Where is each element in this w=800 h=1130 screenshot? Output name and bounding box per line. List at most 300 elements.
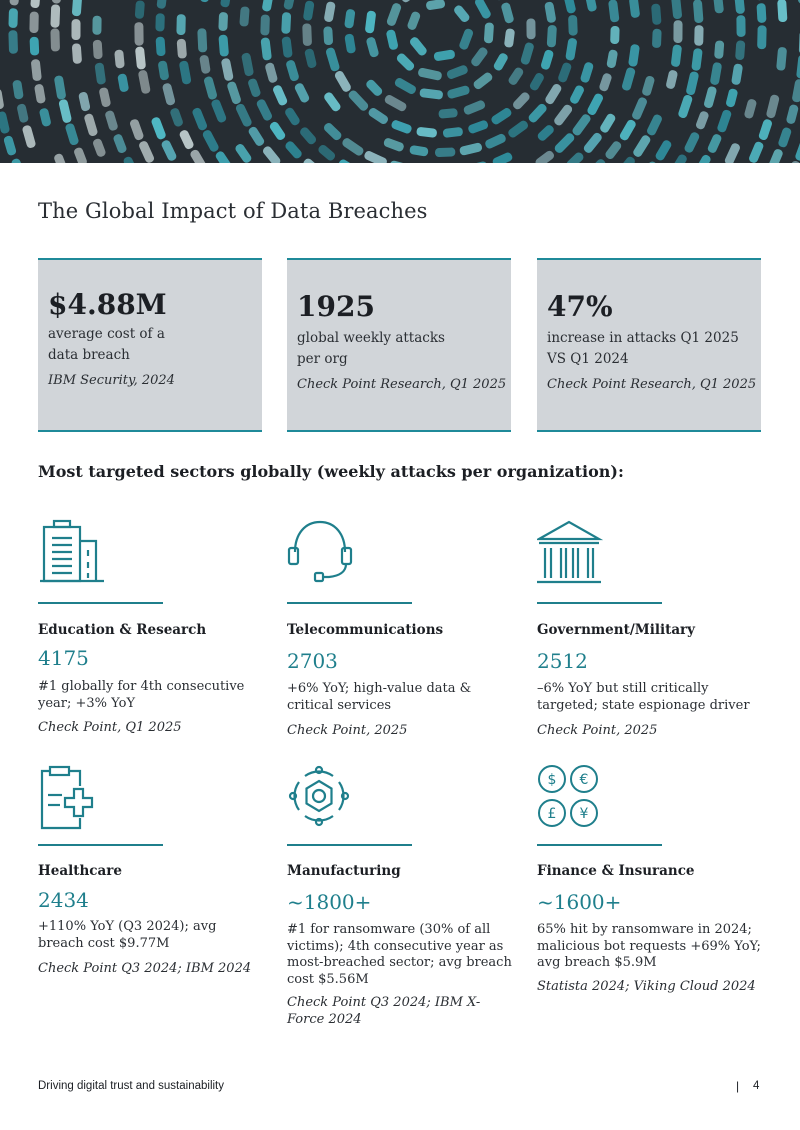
banner-dash <box>716 109 732 134</box>
banner-dash <box>247 78 261 99</box>
banner-dash <box>677 94 693 119</box>
banner-dash <box>446 64 469 80</box>
banner-dash <box>317 143 337 162</box>
sector-note: 65% hit by ransomware in 2024; malicious bot requests +69% YoY; avg breach $5.9M <box>537 922 761 970</box>
banner-dash <box>293 82 310 104</box>
banner-dash <box>735 40 745 60</box>
banner-dash <box>0 157 3 163</box>
banner-dash <box>8 8 18 28</box>
sector-value: 2512 <box>537 649 588 673</box>
banner-dash <box>31 59 42 81</box>
banner-dash <box>155 37 165 57</box>
banner-dash <box>162 82 176 106</box>
banner-dash <box>467 119 489 134</box>
banner-dash <box>16 103 29 123</box>
stat-source: IBM Security, 2024 <box>48 373 175 388</box>
page-number: 4 <box>753 1080 760 1092</box>
sector-name: Telecommunications <box>287 622 444 638</box>
banner-dash <box>383 137 405 153</box>
banner-dash <box>485 0 505 2</box>
banner-dash <box>459 142 483 156</box>
banner-dash <box>766 94 780 119</box>
pound-symbol: £ <box>547 806 557 822</box>
sector-source: Check Point Q3 2024; IBM 2024 <box>38 961 252 976</box>
banner-dash <box>117 73 129 92</box>
banner-dash <box>703 86 717 109</box>
banner-dash <box>794 137 800 162</box>
banner-dash <box>365 10 377 33</box>
banner-dash <box>11 158 26 163</box>
banner-dash <box>138 69 151 94</box>
banner-dash <box>303 0 315 21</box>
sector-note: #1 for ransomware (30% of all victims); 4th consecutive year as most-breached sector; avg breach cost $5.56M <box>287 922 512 987</box>
banner-dash <box>628 44 640 67</box>
banner-dash <box>582 131 603 154</box>
banner-dash <box>695 110 710 130</box>
banner-dash <box>281 36 292 58</box>
banner-dash <box>571 113 592 137</box>
banner-dash <box>323 91 342 113</box>
banner-dash <box>758 118 773 141</box>
banner-dash <box>179 60 192 85</box>
banner-dash <box>114 49 125 68</box>
banner-dash <box>484 22 494 43</box>
banner-dash <box>748 141 765 163</box>
banner-dash <box>3 135 17 156</box>
banner-dash <box>386 29 399 51</box>
banner-dash <box>389 160 412 163</box>
banner-dash <box>241 52 254 76</box>
banner-dash <box>673 20 682 43</box>
banner-dash <box>135 0 145 19</box>
banner-dash <box>714 40 724 59</box>
sector-divider <box>537 602 662 604</box>
sectors-heading: Most targeted sectors globally (weekly attacks per organization): <box>38 462 624 481</box>
banner-dash <box>409 145 429 157</box>
banner-dash <box>500 2 514 24</box>
banner-dash <box>255 98 273 122</box>
banner-dash <box>632 134 652 159</box>
sector-note: #1 globally for 4th consecutive year; +3% YoY <box>38 679 245 711</box>
banner-dash <box>53 153 68 163</box>
banner-dash <box>651 3 662 25</box>
banner-dash <box>72 43 82 64</box>
banner-dash <box>264 62 278 84</box>
banner-dash <box>691 48 703 71</box>
banner-dash <box>347 89 370 113</box>
banner-dash <box>8 30 18 54</box>
banner-dash <box>50 4 60 28</box>
banner-dash <box>344 33 356 54</box>
banner-dash <box>218 34 229 56</box>
banner-dash <box>713 0 725 14</box>
banner-dash <box>135 46 146 69</box>
banner-dash <box>491 151 513 163</box>
banner-dash <box>173 162 190 163</box>
banner-dash <box>177 39 188 59</box>
banner-dash <box>268 120 286 141</box>
banner-dash <box>426 0 446 11</box>
banner-dash <box>22 124 37 148</box>
headset-icon <box>287 518 357 588</box>
banner-dash <box>452 4 471 24</box>
banner-dash <box>534 149 556 163</box>
banner-dash <box>64 122 79 146</box>
banner-dash <box>544 1 556 23</box>
banner-dash <box>557 61 572 83</box>
banner-dash <box>526 18 535 39</box>
banner-dash <box>725 88 738 108</box>
banner-dash <box>683 131 700 154</box>
banner-dash <box>786 104 800 125</box>
banner-dash <box>568 15 578 36</box>
banner-dash <box>218 12 228 31</box>
stat-value: 1925 <box>297 290 375 323</box>
banner-dash <box>134 22 143 46</box>
sector-source: Check Point, Q1 2025 <box>38 720 182 735</box>
banner-dash <box>736 162 754 163</box>
sector-name: Government/Military <box>537 622 696 638</box>
banner-dash <box>260 14 270 35</box>
banner-dash <box>395 52 416 72</box>
banner-dash <box>71 19 80 40</box>
banner-dash <box>83 113 98 137</box>
banner-dash <box>671 44 683 67</box>
banner-dash <box>606 49 618 69</box>
banner-dash <box>92 138 107 158</box>
banner-dash <box>150 116 166 140</box>
banner-dash <box>176 14 185 35</box>
banner-dash <box>458 28 474 51</box>
banner-dash <box>641 75 655 97</box>
banner-dash <box>284 140 304 160</box>
banner-dash <box>260 37 272 61</box>
yen-symbol: ¥ <box>579 806 589 822</box>
banner-dash <box>504 28 515 48</box>
banner-dash <box>652 29 662 48</box>
banner-dash <box>169 107 184 128</box>
stat-source: Check Point Research, Q1 2025 <box>547 377 757 392</box>
banner-dash <box>322 121 343 141</box>
banner-dash <box>646 113 664 136</box>
banner-dash <box>565 38 577 61</box>
banner-dash <box>492 52 509 72</box>
banner-dash <box>197 28 207 52</box>
banner-dash <box>617 155 637 163</box>
banner-dash <box>158 60 170 80</box>
banner-dash <box>210 98 227 123</box>
banner-dash <box>0 88 4 110</box>
banner-dash <box>562 0 576 14</box>
banner-dash <box>777 126 792 148</box>
banner-dash <box>467 161 488 163</box>
banner-dash <box>234 142 253 163</box>
sector-divider <box>287 602 412 604</box>
sector-value: 4175 <box>38 646 89 670</box>
banner-dash <box>199 55 211 75</box>
banner-dash <box>262 0 275 12</box>
banner-dash <box>553 103 574 127</box>
banner-dash <box>344 9 355 29</box>
banner-dash <box>520 42 535 66</box>
banner-dash <box>724 142 742 163</box>
header-banner-image <box>0 0 800 163</box>
banner-dash <box>610 26 620 44</box>
banner-dash <box>757 25 767 49</box>
sector-name: Manufacturing <box>287 863 401 879</box>
banner-dash <box>272 84 289 107</box>
banner-dash <box>604 140 623 161</box>
stat-card-breach-cost <box>38 258 262 432</box>
banner-dash <box>50 28 60 51</box>
page-title: The Global Impact of Data Breaches <box>38 199 428 223</box>
banner-dash <box>490 107 513 126</box>
banner-dash <box>621 67 636 92</box>
banner-dash <box>365 78 384 97</box>
banner-dash <box>743 98 757 119</box>
banner-dash <box>435 147 456 157</box>
banner-dash <box>9 0 20 6</box>
banner-dash <box>104 110 118 132</box>
banner-dash <box>112 133 127 154</box>
banner-dash <box>261 145 282 163</box>
banner-dash <box>433 49 455 61</box>
banner-dash <box>247 125 265 147</box>
sector-value: ~1600+ <box>537 890 622 914</box>
banner-dash <box>419 88 443 100</box>
banner-dash <box>731 63 743 85</box>
banner-dash <box>333 70 352 94</box>
banner-dash <box>367 106 389 125</box>
banner-dash <box>443 127 464 138</box>
banner-dash <box>129 118 145 141</box>
building-icon <box>38 518 108 588</box>
banner-dash <box>777 0 787 22</box>
banner-dash <box>527 102 548 124</box>
banner-dash <box>618 118 637 141</box>
banner-dash <box>406 11 421 31</box>
banner-dash <box>474 0 493 20</box>
sector-note: +110% YoY (Q3 2024); avg breach cost $9.77M <box>38 919 217 951</box>
banner-dash <box>337 158 358 163</box>
banner-dash <box>178 129 194 151</box>
medical-clipboard-icon <box>38 764 108 834</box>
stat-card-weekly-attacks <box>287 258 511 432</box>
banner-dash <box>122 155 138 163</box>
banner-dash <box>736 15 745 37</box>
banner-dash <box>694 25 703 46</box>
banner-dash <box>220 0 232 8</box>
banner-dash <box>283 0 296 10</box>
banner-dash <box>753 0 765 1</box>
government-building-icon <box>537 518 607 588</box>
banner-dash <box>734 0 745 14</box>
banner-dash <box>472 71 494 91</box>
sector-source: Check Point Q3 2024; IBM X-Force 2024 <box>287 995 481 1027</box>
banner-dash <box>408 36 428 58</box>
stat-value: $4.88M <box>48 288 167 321</box>
banner-dash <box>160 139 177 162</box>
banner-dash <box>569 84 586 105</box>
currency-coins-icon <box>537 764 607 834</box>
banner-dash <box>298 126 317 146</box>
banner-dash <box>78 91 91 112</box>
banner-dash <box>156 0 168 9</box>
banner-dash <box>565 151 585 163</box>
sector-note: +6% YoY; high-value data & critical services <box>287 681 472 713</box>
sector-name: Education & Research <box>38 622 207 638</box>
banner-dash <box>665 69 678 89</box>
banner-dash <box>608 0 620 23</box>
banner-dash <box>94 62 106 85</box>
banner-dash <box>585 158 607 163</box>
banner-dash <box>93 40 103 60</box>
banner-dash <box>52 0 63 4</box>
sector-divider <box>537 844 662 846</box>
banner-dash <box>693 0 704 23</box>
banner-dash <box>73 146 88 163</box>
banner-dash <box>30 0 41 8</box>
banner-dash <box>366 36 380 58</box>
stat-description: average cost of a data breach <box>48 326 165 363</box>
banner-dash <box>629 0 641 18</box>
banner-dash <box>323 26 333 45</box>
banner-dash <box>580 61 595 83</box>
sector-value: 2703 <box>287 649 338 673</box>
banner-dash <box>226 81 242 106</box>
footer-text: Driving digital trust and sustainability <box>38 1080 225 1092</box>
banner-dash <box>235 103 253 128</box>
banner-dash <box>547 25 557 48</box>
stat-source: Check Point Research, Q1 2025 <box>297 377 507 392</box>
banner-dash <box>470 46 490 68</box>
banner-dash <box>416 127 437 138</box>
banner-dash <box>281 12 291 34</box>
banner-dash <box>685 71 699 96</box>
sector-source: Statista 2024; Viking Cloud 2024 <box>537 979 756 994</box>
banner-dash <box>463 99 487 116</box>
banner-dash <box>54 75 67 100</box>
sector-source: Check Point, 2025 <box>287 723 408 738</box>
banner-dash <box>785 160 800 163</box>
banner-dash <box>536 123 555 142</box>
banner-dash <box>323 1 335 23</box>
banner-dash <box>363 150 388 163</box>
banner-dash <box>29 12 38 34</box>
stat-description: global weekly attacks per org <box>297 330 445 367</box>
banner-dash <box>796 54 800 78</box>
banner-dash <box>640 160 659 163</box>
banner-dash <box>302 23 312 46</box>
banner-dash <box>528 72 545 92</box>
dollar-symbol: $ <box>547 772 557 788</box>
banner-dash <box>710 62 723 86</box>
banner-dash <box>0 111 10 134</box>
banner-dash <box>544 82 563 105</box>
banner-dash <box>707 133 723 154</box>
banner-dash <box>484 133 507 150</box>
banner-dash <box>670 153 688 163</box>
banner-dash <box>511 91 531 111</box>
banner-dash <box>553 132 576 155</box>
banner-dash <box>654 139 673 162</box>
banner-dash <box>390 119 412 134</box>
banner-dash <box>199 0 211 3</box>
banner-dash <box>400 0 422 4</box>
banner-dash <box>507 66 525 86</box>
euro-symbol: € <box>579 772 589 788</box>
banner-dash <box>72 0 83 16</box>
banner-dash <box>58 99 72 124</box>
banner-dash <box>584 0 597 12</box>
banner-dash <box>98 87 111 108</box>
banner-dash <box>284 106 302 127</box>
footer-separator: | <box>736 1079 740 1093</box>
banner-dash <box>201 129 220 153</box>
banner-dash <box>694 153 712 163</box>
banner-dash <box>767 148 784 163</box>
banner-dash <box>304 48 317 69</box>
banner-dash <box>29 37 39 56</box>
sector-divider <box>38 844 163 846</box>
sector-value: ~1800+ <box>287 890 372 914</box>
banner-dash <box>507 119 530 139</box>
banner-dash <box>189 148 209 163</box>
banner-dash <box>203 76 218 101</box>
banner-dash <box>599 112 617 134</box>
sector-name: Healthcare <box>38 863 122 879</box>
banner-dash <box>138 140 155 163</box>
banner-dash <box>341 137 365 158</box>
banner-dash <box>34 83 46 104</box>
banner-dash <box>325 47 340 72</box>
banner-dash <box>438 108 458 119</box>
banner-dash <box>285 59 300 82</box>
banner-dash <box>417 67 442 81</box>
banner-dash <box>92 16 101 35</box>
sector-divider <box>287 844 412 846</box>
banner-dash <box>446 85 470 100</box>
banner-dash <box>756 3 766 23</box>
stat-value: 47% <box>547 290 613 323</box>
banner-dash <box>646 0 659 1</box>
banner-dash <box>302 157 323 163</box>
banner-dash <box>393 77 417 96</box>
stat-description: increase in attacks Q1 2025 VS Q1 2024 <box>547 330 739 367</box>
sector-divider <box>38 602 163 604</box>
banner-dash <box>39 107 52 127</box>
banner-dash <box>239 6 249 26</box>
banner-dash <box>796 0 800 4</box>
banner-dash <box>540 49 554 71</box>
sector-value: 2434 <box>38 888 89 912</box>
stat-card-attack-increase <box>537 258 761 432</box>
sector-name: Finance & Insurance <box>537 863 695 879</box>
banner-dash <box>383 94 407 113</box>
banner-dash <box>776 47 787 71</box>
banner-dash <box>386 2 402 27</box>
banner-dash <box>791 79 800 103</box>
sector-note: –6% YoY but still critically targeted; state espionage driver <box>537 681 750 713</box>
banner-dash <box>631 96 648 121</box>
banner-dash <box>586 92 604 116</box>
sector-source: Check Point, 2025 <box>537 723 658 738</box>
banner-dash <box>598 72 612 92</box>
banner-dash <box>191 107 208 132</box>
banner-dash <box>671 0 682 19</box>
gear-nut-icon <box>287 764 357 834</box>
banner-dash <box>155 13 165 31</box>
